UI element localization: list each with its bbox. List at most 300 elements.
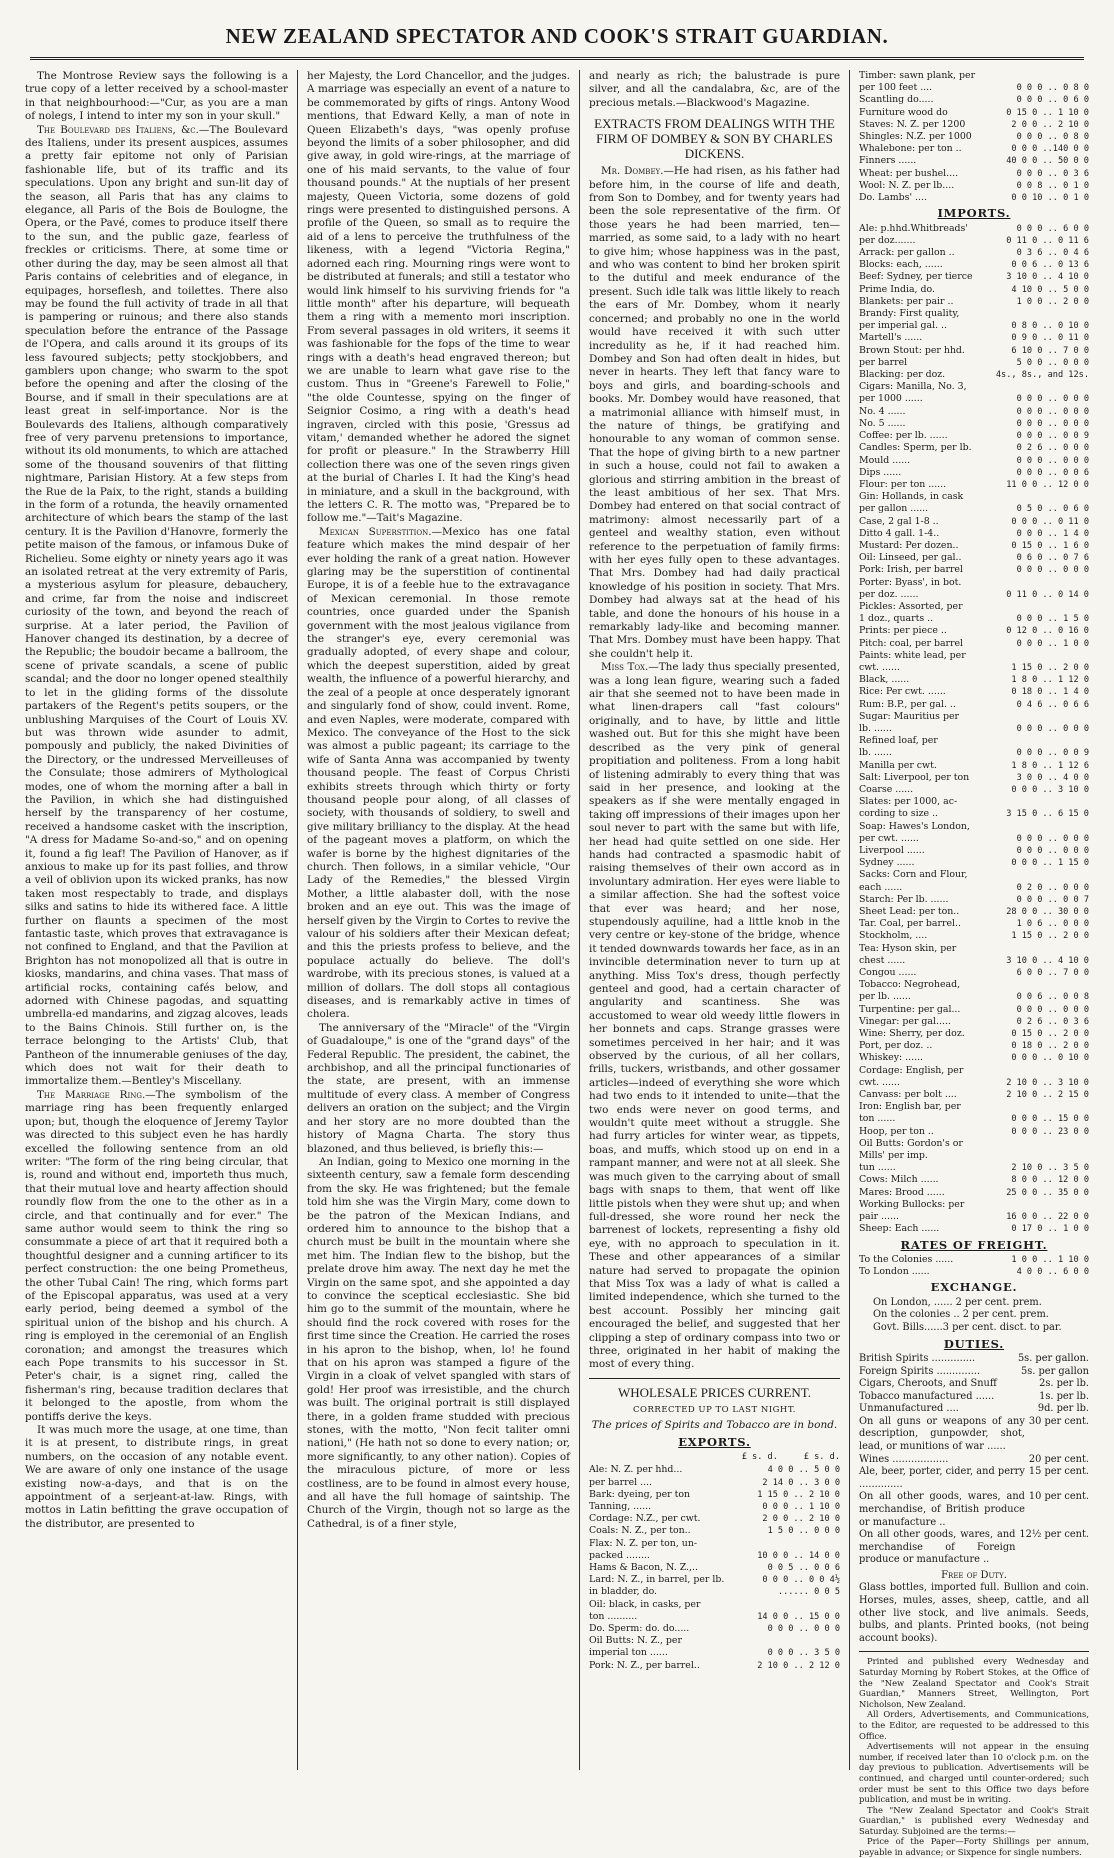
import-price-row — [859, 271, 1089, 283]
price-item-value: 28 0 0 .. 30 0 0 — [1006, 907, 1089, 918]
import-price-row — [859, 491, 1089, 503]
price-item-label: Cows: Milch ...... — [859, 1174, 939, 1186]
price-item-value: 0 0 0 .. 0 0 0 — [767, 1624, 840, 1635]
import-price-row — [859, 967, 1089, 979]
price-item-label: Dips ...... — [859, 466, 902, 478]
import-price-row — [859, 345, 1089, 357]
price-item-value: 0 0 5 .. 0 0 6 — [767, 1563, 840, 1574]
exports-table — [589, 1464, 840, 1671]
export-price-row — [589, 1538, 840, 1550]
price-item-label: Lard: N. Z., in barrel, per lb. — [589, 1574, 725, 1586]
article-body: The Boulevard des Italiens, under its present auspices, assumes a pretty fair epitome not only of Parisian fashionable life, but of its traffic and its speculations. Upon any bright and sun-lit day of the season, all Paris that has any claims to elegance, all Paris of the Bois de Boulogne, the Opera, or the Pavé, comes to produce itself there to the sun, and the public gaze, fearless of freckles or criticisms. There, at some time or other during the day, may be seen almost all that Paris contains of celebrities and of elegance, in equipages, horseflesh, and toilettes. There also may be found the full activity of trade in all that is pampering or ruinous; and there also stands speculation before the entrance of the Passage de l'Opera, and calls around it its groups of its less favoured subjects; petty stockjobbers, and gamblers upon change; who swarm to the spot before the opening and after the closing of the Bourse, and if small in their speculations are at least great in self-importance. Nor is the Boulevards des Italiens, although comparatively free of very parvenu pretensions to importance, without its old monuments, to which are attached some of the thousand souvenirs of that flitting nightmare, Parisian History. At a few steps from the Rue de la Paix, to the right, stands a building in the form of a rotunda, the heavily ornamented architecture of which bears the stamp of the last century. It is the Pavilion d'Hanovre, formerly the petite maison of the famous, or infamous Duke of Richelieu. Some eighty or ninety years ago it was an isolated retreat at the very extremity of Paris, a mysterious asylum for pleasure, debauchery, and crime, far from the noise and indiscreet curiosity of the town, and beyond the reach of surprise. At a later period, the Pavilion of Hanover changed its destination, by a decree of the Republic; the boudoir became a ballroom, the scene of private scandals, a scene of public scandal; and the door no longer opened stealthily to let in the gliding forms of the dissolute partakers of the Regent's petits soupers, or the unblushing Marquises of the Court of Louis XV. but was thrown wide asunder to admit, pompously and publicly, the naked Divinities of the Directory, or the undressed Merveilleuses of the Consulate; those admirers of Mythological modes, one of whom the morning after a ball in the Pavilion, in which she had distinguished herself by the transparency of her costume, received a handsome casket with the inscription, "A dress for Madame So-and-so," and on opening it, found a fig leaf! The Pavilion of Hanover, as if anxious to make up for its past follies, and throw a veil of oblivion upon its wicked pranks, has now taken most respectably to trade, and displays silks and satins to hide its withered face. A little further on flaunts a specimen of the most fantastic taste, which proves that extravagance is not confined to England, and that the Pavilion at Brighton has not monopolized all that is outre in kiosks, mandarins, and china vases. That mass of artificial rocks, containing cafés below, and adorned with Chinese pagodas, and squatting umbrella-ed mandarins, and zigzag alcoves, leads to the Bains Chinois. Still further on, is the terrace belonging to the Artists' Club, that Pantheon of the innumerable geniuses of the day, which does not wait for their death to immortalize them.—Bentley's Miscellany. — [25, 123, 288, 1088]
import-price-row — [859, 991, 1089, 1003]
price-item-value: 0 0 0 .. 0 0 0 — [1016, 565, 1089, 576]
price-item-value: 0 12 0 .. 0 16 0 — [1006, 626, 1089, 637]
price-item-label: lb. ...... — [859, 747, 892, 759]
price-item-label: Mould ...... — [859, 454, 911, 466]
article-lead: The Marriage Ring.— — [37, 1088, 156, 1101]
price-item-value: 1 15 0 .. 2 10 0 — [757, 1489, 840, 1500]
price-item-label: Sacks: Corn and Flour, — [859, 869, 968, 881]
price-item-value: 0 0 0 .. 0 0 0 — [1016, 833, 1089, 844]
price-item-label: Starch: Per lb. ...... — [859, 893, 949, 905]
price-item-label: Ale: N. Z. per hhd... — [589, 1464, 683, 1476]
price-item-value: 6 10 0 .. 7 0 0 — [1011, 345, 1089, 356]
duty-label: On all other goods, wares, and merchandise, of British produce or manufacture .. — [859, 1491, 1025, 1528]
price-item-value — [996, 1065, 1089, 1077]
price-item-value — [996, 869, 1089, 881]
imports-table — [859, 223, 1089, 1236]
price-item-value: 0 15 0 .. 2 0 0 — [1011, 1029, 1089, 1040]
export-price-row — [859, 94, 1089, 106]
price-item-label: Sugar: Mauritius per — [859, 710, 960, 722]
price-item-label: Oil: Linseed, per gal.. — [859, 552, 962, 564]
price-item-value: 0 15 0 .. 1 6 0 — [1011, 540, 1089, 551]
price-item-label: Vinegar: per gal..... — [859, 1015, 951, 1027]
import-price-row — [859, 320, 1089, 332]
price-item-label: Pork: N. Z., per barrel.. — [589, 1659, 700, 1671]
export-price-row — [859, 131, 1089, 143]
price-item-value — [996, 1101, 1089, 1113]
price-item-value: 0 0 0 .. 1 15 0 — [1011, 858, 1089, 869]
duty-rate: 5s. per gallon. — [1017, 1352, 1089, 1364]
import-price-row — [859, 589, 1089, 601]
article-paragraph: The Montrose Review says the following is a true copy of a letter received by a school-master in that neighbourhood:—"Cur, as you are a man of nolegs, I intend to inter my son in your skull." — [25, 70, 288, 123]
duty-label: Ale, beer, porter, cider, and perry .............. — [859, 1466, 1025, 1490]
price-item-label: ton ...... — [859, 1113, 896, 1125]
price-item-value: 1 0 6 .. 0 0 0 — [1016, 919, 1089, 930]
price-item-value — [996, 308, 1089, 320]
import-price-row — [859, 662, 1089, 674]
article-paragraph: and nearly as rich; the balustrade is pure silver, and all the candalabra, &c, are of the precious metals.—Blackwood's Magazine. — [589, 70, 840, 109]
export-price-row — [859, 180, 1089, 192]
duties-list — [859, 1353, 1089, 1567]
divider — [589, 1378, 840, 1379]
export-price-row — [589, 1501, 840, 1513]
import-price-row — [859, 918, 1089, 930]
price-item-value: 0 0 0 .. 0 0 0 — [1016, 406, 1089, 417]
article-lead: Miss Tox.— — [601, 661, 659, 674]
price-item-value — [996, 650, 1089, 662]
price-item-value: 0 0 0 .. 0 0 0 — [1016, 418, 1089, 429]
notice-paragraph: The "New Zealand Spectator and Cook's Strait Guardian," is published every Wednesday and Saturday. Subjoined are the terms:— — [859, 1804, 1089, 1836]
price-item-label: Oil Butts: Gordon's or — [859, 1137, 963, 1149]
duty-row — [859, 1378, 1089, 1391]
price-item-value: 0 2 6 .. 0 0 0 — [1016, 443, 1089, 454]
exchange-title: EXCHANGE. — [930, 1280, 1018, 1295]
price-item-label: To the Colonies ...... — [859, 1253, 954, 1265]
price-item-value: 0 0 0 .. 1 0 0 — [1016, 638, 1089, 649]
import-price-row — [859, 601, 1089, 613]
price-item-value: 0 0 0 .. 0 0 4½ — [762, 1575, 840, 1586]
import-price-row — [859, 1089, 1089, 1101]
price-item-value: 0 0 0 .. 1 5 0 — [1016, 614, 1089, 625]
price-item-label: 1 doz., quarts .. — [859, 613, 934, 625]
duty-label: On all guns or weapons of any description, gunpowder, shot, lead, or munitions of war ...... — [859, 1415, 1025, 1453]
freight-title: RATES OF FREIGHT. — [900, 1237, 1048, 1252]
price-item-label: Wheat: per bushel.... — [859, 167, 959, 179]
price-item-label: Finners ...... — [859, 155, 917, 167]
price-item-label: No. 4 ...... — [859, 405, 906, 417]
import-price-row — [859, 625, 1089, 637]
price-item-value: 0 0 0 .. 6 0 0 — [1016, 223, 1089, 234]
freight-rate-row — [859, 1254, 1089, 1266]
price-item-value: 2 10 0 .. 2 12 0 — [757, 1660, 840, 1671]
price-item-label: Martell's ...... — [859, 332, 923, 344]
price-item-label: Whiskey: ...... — [859, 1052, 924, 1064]
price-item-label: Hams & Bacon, N. Z.,.. — [589, 1562, 698, 1574]
price-item-label: cording to size .. — [859, 808, 939, 820]
export-price-row — [859, 107, 1089, 119]
price-item-label: Coarse ...... — [859, 783, 914, 795]
price-item-label: Sydney ...... — [859, 857, 915, 869]
price-item-value: 0 0 0 .. 0 3 6 — [1016, 168, 1089, 179]
article-paragraph: It was much more the usage, at one time, than it is at present, to distribute rings, in great numbers, on the occasion of any notable event. We are aware of only one instance of the usage existing now-a-days, and that is on the appointment of a serjeant-at-law. Rings, with mottos in Latin befitting the grave occupation of the distributor, are presented to — [25, 1424, 288, 1530]
export-price-row — [859, 155, 1089, 167]
price-item-label: Soap: Hawes's London, — [859, 820, 970, 832]
notice-paragraph: Advertisements will not appear in the ensuing number, if received later than 10 o'clock p.m. on the day previous to publication. Advertisements will be continued, and charged until counter-ordered; such order must be sent to this Office two days before publication, and must be in writing. — [859, 1741, 1089, 1805]
price-item-value: 1 15 0 .. 2 0 0 — [1011, 931, 1089, 942]
price-item-label: Blacking: per doz. — [859, 369, 946, 381]
price-item-label: imperial ton ...... — [589, 1647, 668, 1659]
export-price-row — [589, 1525, 840, 1537]
article-paragraph — [589, 165, 840, 661]
price-item-value: 0 0 0 .. 0 0 7 — [1016, 894, 1089, 905]
price-item-value: 0 0 6 .. 0 0 8 — [1016, 992, 1089, 1003]
price-item-value: 0 0 0 .. 3 10 0 — [1011, 784, 1089, 795]
article-paragraph — [589, 661, 840, 1372]
price-item-value: 0 0 0 .. 0 0 0 — [1016, 723, 1089, 734]
duty-label: Wines .................. — [859, 1453, 949, 1465]
price-item-label: Rum: B.P., per gal. .. — [859, 698, 956, 710]
price-item-label: Coals: N. Z., per ton.. — [589, 1525, 691, 1537]
price-item-label: ton .......... — [589, 1610, 638, 1622]
price-item-value — [996, 491, 1089, 503]
article-lead: Mr. Dombey.— — [601, 165, 674, 178]
price-item-value — [996, 1199, 1089, 1211]
price-item-value: 0 18 0 .. 1 4 0 — [1011, 687, 1089, 698]
price-item-value — [996, 943, 1089, 955]
export-price-row — [589, 1623, 840, 1635]
export-price-row — [589, 1477, 840, 1489]
duty-rate: 15 per cent. — [1028, 1466, 1089, 1478]
duty-row — [859, 1366, 1089, 1379]
import-price-row — [859, 381, 1089, 393]
duty-label: Unmanufactured .... — [859, 1403, 959, 1415]
price-item-label: Slates: per 1000, ac- — [859, 796, 958, 808]
price-item-label: Furniture wood do — [859, 106, 948, 118]
price-item-value: 1 0 0 .. 2 0 0 — [1016, 296, 1089, 307]
price-item-value: 5 0 0 .. 0 0 0 — [1016, 357, 1089, 368]
import-price-row — [859, 1113, 1089, 1125]
duty-rate: 10 per cent. — [1028, 1491, 1089, 1503]
import-price-row — [859, 833, 1089, 845]
import-price-row — [859, 1138, 1089, 1150]
price-item-label: per 1000 ...... — [859, 393, 923, 405]
price-item-label: Ale: p.hhd.Whitbreads' — [859, 222, 968, 234]
price-item-value: 4 10 0 .. 5 0 0 — [1011, 284, 1089, 295]
import-price-row — [859, 418, 1089, 430]
notice-paragraph: Price of the Paper—Forty Shillings per annum, payable in advance; or Sixpence for single numbers. — [859, 1836, 1089, 1858]
import-price-row — [859, 808, 1089, 820]
price-item-label: Mares: Brood ...... — [859, 1186, 945, 1198]
duty-row — [859, 1353, 1089, 1366]
price-item-value: 0 0 0 .. 0 8 0 — [1016, 132, 1089, 143]
import-price-row — [859, 223, 1089, 235]
price-item-value: 0 0 0 ..140 0 0 — [1011, 144, 1089, 155]
exchange-rate: On the colonies .. 2 per cent. prem. — [873, 1309, 1049, 1321]
import-price-row — [859, 235, 1089, 247]
import-price-row — [859, 284, 1089, 296]
import-price-row — [859, 540, 1089, 552]
price-item-value: 0 0 8 .. 0 1 0 — [1016, 180, 1089, 191]
price-item-label: Brown Stout: per hhd. — [859, 344, 965, 356]
import-price-row — [859, 1199, 1089, 1211]
price-item-label: Candles: Sperm, per lb. — [859, 442, 972, 454]
price-item-value — [752, 1538, 840, 1550]
price-item-label: Timber: sawn plank, per — [859, 70, 976, 81]
export-price-row — [859, 143, 1089, 155]
duty-label: Cigars, Cheroots, and Snuff — [859, 1378, 997, 1390]
price-item-label: Stockholm, .... — [859, 930, 928, 942]
export-price-row — [589, 1513, 840, 1525]
import-price-row — [859, 1101, 1089, 1113]
price-item-value: 2 0 0 .. 2 10 0 — [1011, 119, 1089, 130]
price-item-label: cwt. ...... — [859, 1076, 900, 1088]
price-item-label: Sheet Lead: per ton.. — [859, 906, 960, 918]
duty-rate: 1s. per lb. — [1039, 1390, 1089, 1402]
price-item-label: Ditto 4 gall. 1-4.. — [859, 527, 940, 539]
price-item-label: Tanning, ...... — [589, 1501, 652, 1513]
import-price-row — [859, 296, 1089, 308]
export-price-row — [589, 1660, 840, 1672]
export-price-row — [589, 1611, 840, 1623]
price-item-value: 3 0 0 .. 4 0 0 — [1016, 772, 1089, 783]
price-item-value — [752, 1635, 840, 1647]
import-price-row — [859, 723, 1089, 735]
price-item-label: Pitch: coal, per barrel — [859, 637, 964, 649]
export-price-row — [589, 1489, 840, 1501]
price-item-value: 0 11 0 .. 0 11 6 — [1006, 235, 1089, 246]
price-item-label: To London ...... — [859, 1266, 930, 1278]
column-3 — [580, 70, 850, 1770]
price-item-value: 0 18 0 .. 2 0 0 — [1011, 1041, 1089, 1052]
import-price-row — [859, 906, 1089, 918]
import-price-row — [859, 1174, 1089, 1186]
price-item-label: per doz. ...... — [859, 588, 919, 600]
price-item-label: Manilla per cwt. — [859, 759, 937, 771]
price-item-value: 0 0 10 .. 0 1 0 — [1011, 193, 1089, 204]
column-1 — [16, 70, 298, 1770]
import-price-row — [859, 1077, 1089, 1089]
duty-rate: 20 per cent. — [1028, 1453, 1089, 1465]
price-item-value: 6 0 0 .. 7 0 0 — [1016, 968, 1089, 979]
import-price-row — [859, 1016, 1089, 1028]
duty-label: British Spirits .............. — [859, 1352, 976, 1364]
price-item-label: Sheep: Each ...... — [859, 1223, 940, 1235]
price-item-label: lb. ...... — [859, 722, 892, 734]
import-price-row — [859, 821, 1089, 833]
import-price-row — [859, 943, 1089, 955]
price-item-value: 0 0 0 .. 15 0 0 — [1011, 1114, 1089, 1125]
price-item-label: Whalebone: per ton .. — [859, 143, 962, 155]
import-price-row — [859, 259, 1089, 271]
price-item-value: 0 0 0 .. 0 0 0 — [1016, 846, 1089, 856]
import-price-row — [859, 674, 1089, 686]
price-item-label: in bladder, do. — [589, 1586, 658, 1598]
price-item-label: Iron: English bar, per — [859, 1101, 961, 1113]
import-price-row — [859, 247, 1089, 259]
price-item-value — [996, 796, 1089, 808]
exchange-rate: Govt. Bills......3 per cent. disct. to par. — [873, 1321, 1062, 1333]
import-price-row — [859, 516, 1089, 528]
price-item-label: Scantling do..... — [859, 94, 934, 106]
price-item-value: 0 0 0 .. 0 0 6 — [1016, 467, 1089, 478]
price-item-label: per gallon ...... — [859, 503, 929, 515]
price-item-value: 0 0 0 .. 0 0 0 — [1016, 394, 1089, 405]
price-item-value: 2 10 0 .. 3 10 0 — [1006, 1077, 1089, 1088]
duty-label: On all other goods, wares, and merchandise of Foreign produce or manufacture .. — [859, 1529, 1016, 1566]
price-item-value: 3 10 0 .. 4 10 0 — [1006, 272, 1089, 283]
import-price-row — [859, 1004, 1089, 1016]
price-item-value: 2 10 0 .. 2 15 0 — [1006, 1090, 1089, 1101]
import-price-row — [859, 1150, 1089, 1162]
price-item-label: Port, per doz. .. — [859, 1040, 933, 1052]
price-item-label: Do. Sperm: do. do..... — [589, 1623, 690, 1635]
price-item-value: 14 0 0 .. 15 0 0 — [757, 1611, 840, 1622]
duties-title: DUTIES. — [943, 1336, 1005, 1351]
price-item-value: 2 14 0 .. 3 0 0 — [762, 1477, 840, 1488]
price-item-label: cwt. ...... — [859, 661, 900, 673]
price-item-value: 16 0 0 .. 22 0 0 — [1006, 1212, 1089, 1223]
price-item-value: 11 0 0 .. 12 0 0 — [1006, 479, 1089, 490]
import-price-row — [859, 930, 1089, 942]
price-item-label: Porter: Byass', in bot. — [859, 576, 962, 588]
prices-note: The prices of Spirits and Tobacco are in bond. — [591, 1419, 838, 1432]
price-item-value: 0 6 0 .. 0 7 6 — [1016, 553, 1089, 564]
price-item-value: 4s., 8s., and 12s. — [995, 370, 1089, 381]
price-item-label: per barrel .... — [589, 1476, 653, 1488]
price-item-label: Canvass: per bolt .... — [859, 1089, 957, 1101]
import-price-row — [859, 784, 1089, 796]
price-item-label: Gin: Hollands, in cask — [859, 491, 964, 503]
import-price-row — [859, 845, 1089, 857]
price-item-value: 0 0 0 .. 23 0 0 — [1011, 1126, 1089, 1137]
article-body: The symbolism of the marriage ring has been frequently enlarged upon; but, though the eloquence of Jeremy Taylor was directed to this subject even he has hardly excelled the following sentence from an old writer: "The form of the ring being circular, that is, round and without end, importeth thus much, that their mutual love and hearty affection should roundly flow from the one to the other as in a circle, and that continually and for ever." The same author would seem to think the ring so consummate a piece of art that it required both a thoughtful designer and a cunning artificer to its perfect construction: the one being Prometheus, the other Tubal Cain! The ring, which forms part of the Episcopal apparatus, was used at a very early period, being deemed a symbol of the spiritual union of the bishop and his church. A ring is employed in the ceremonial of an English coronation; and amongst the treasures which each Pope transmits to his successor in St. Peter's chair, is a signet ring, called the fisherman's ring, because tradition declares that it belonged to the apostle, from whom the pontiffs derive the keys. — [25, 1088, 288, 1423]
duty-row — [859, 1529, 1089, 1567]
price-item-label: Cigars: Manilla, No. 3, — [859, 381, 967, 393]
price-item-label: Mills' per imp. — [859, 1150, 928, 1162]
price-item-label: per barrel — [859, 356, 908, 368]
price-item-value: 25 0 0 .. 35 0 0 — [1006, 1187, 1089, 1198]
price-item-label: Pickles: Assorted, per — [859, 600, 963, 612]
duty-row — [859, 1403, 1089, 1416]
price-item-label: packed ........ — [589, 1549, 650, 1561]
export-price-row — [589, 1586, 840, 1598]
price-item-value — [996, 577, 1089, 589]
price-item-label: Oil Butts: N. Z., per — [589, 1635, 682, 1647]
price-item-label: Blankets: per pair .. — [859, 295, 954, 307]
duty-row — [859, 1454, 1089, 1467]
imports-title: IMPORTS. — [937, 206, 1011, 221]
freight-rate-row — [859, 1266, 1089, 1278]
exchange-rate: On London, ...... 2 per cent. prem. — [873, 1296, 1042, 1308]
price-item-value: 0 0 0 .. 0 0 0 — [1016, 1004, 1089, 1015]
import-price-row — [859, 650, 1089, 662]
price-item-value: 10 0 0 .. 14 0 0 — [757, 1550, 840, 1561]
price-item-value: 0 15 0 .. 1 10 0 — [1006, 107, 1089, 118]
price-item-value: 4 0 0 .. 5 0 0 — [767, 1465, 840, 1476]
price-item-label: pair ...... — [859, 1211, 899, 1223]
article-body: The lady thus specially presented, was a long lean figure, wearing such a faded air that she seemed not to have been made in what linen-drapers call "fast colours" originally, and to have, by little and little washed out. But for this she might have been described as the very pink of general propitiation and politeness. From a long habit of listening admirably to every thing that was said in her presence, and looking at the speakers as if she were mentally engaged in taking off impressions of their images upon her soul never to part with the same but with life, her head had quite settled on one side. Her hands had contracted a spasmodic habit of raising themselves of their own accord as in involuntary admiration. Her eyes were liable to a similar affection. She had the softest voice that ever was heard; and her nose, stupendously aquiline, had a little knob in the very centre or key-stone of the bridge, whence it tended downwards towards her face, as in an invincible determination never to turn up at anything. Miss Tox's dress, though perfectly genteel and good, had a certain character of angularity and scantiness. She was accustomed to wear old weedy little flowers in her bonnets and caps. Strange grasses were sometimes perceived in her hair; and it was observed by the curious, of all her collars, frills, tuckers, wristbands, and other gossamer articles—indeed of everything she wore which had two ends to it intended to unite—that the two ends were never on good terms, and wouldn't quite meet without a struggle. She had furry articles for winter wear, as tippets, boas, and muffs, which stood up on end in a rampant manner, and were not at all sleek. She was much given to the carrying about of small bags with snaps to them, that went off like little pistols when they were shut up; and when full-dressed, she wore round her neck the barrenest of lockets, representing a fishy old eye, with no approach to speculation in it. These and other appearances of a similar nature had served to propagate the opinion that Miss Tox was a lady of what is called a limited independence, which she turned to the best account. Possibly her mincing gait encouraged the belief, and suggested that her clipping a step of ordinary compass into two or three, originated in her habit of making the most of every thing. — [589, 661, 840, 1371]
import-price-row — [859, 735, 1089, 747]
price-item-value: 0 0 0 .. 0 11 0 — [1011, 516, 1089, 527]
price-item-label: Turpentine: per gal... — [859, 1003, 961, 1015]
price-item-label: Wool: N. Z. per lb.... — [859, 179, 955, 191]
duty-row — [859, 1491, 1089, 1529]
price-item-value: 0 8 0 .. 0 10 0 — [1011, 321, 1089, 332]
price-item-label: Do. Lambs' .... — [859, 192, 927, 204]
price-item-label: Refined loaf, per — [859, 735, 938, 747]
price-item-value: 0 5 0 .. 0 6 0 — [1016, 504, 1089, 515]
price-item-label: Bark: dyeing, per ton — [589, 1488, 691, 1500]
export-price-row — [859, 168, 1089, 180]
price-item-label: Hoop, per ton .. — [859, 1125, 934, 1137]
import-price-row — [859, 955, 1089, 967]
price-item-label: chest ...... — [859, 954, 906, 966]
import-price-row — [859, 613, 1089, 625]
price-item-label: Staves: N. Z. per 1200 — [859, 118, 966, 130]
duty-rate: 12½ per cent. — [1019, 1529, 1089, 1541]
column-4 — [850, 70, 1098, 1858]
price-item-value: 0 0 0 .. 0 10 0 — [1011, 1053, 1089, 1064]
price-item-value: 0 0 0 .. 1 10 0 — [762, 1502, 840, 1513]
price-item-value: 0 2 0 .. 0 0 0 — [1016, 882, 1089, 893]
price-item-value: 2 10 0 .. 3 5 0 — [1011, 1163, 1089, 1174]
price-item-value — [996, 1150, 1089, 1162]
duty-label: Tobacco manufactured ...... — [859, 1390, 995, 1402]
import-price-row — [859, 1126, 1089, 1138]
import-price-row — [859, 857, 1089, 869]
import-price-row — [859, 699, 1089, 711]
import-price-row — [859, 711, 1089, 723]
column-2 — [298, 70, 580, 1770]
prices-heading: WHOLESALE PRICES CURRENT. — [618, 1384, 811, 1400]
article-lead: The Boulevard des Italiens, &c.— — [37, 123, 210, 136]
export-price-row — [589, 1635, 840, 1647]
price-item-label: Cordage: N.Z., per cwt. — [589, 1513, 701, 1525]
export-price-row — [589, 1599, 840, 1611]
import-price-row — [859, 747, 1089, 759]
price-item-value — [996, 821, 1089, 833]
price-item-value — [996, 711, 1089, 723]
price-item-value: 0 0 0 .. 0 6 0 — [1016, 95, 1089, 106]
price-item-value: 0 3 6 .. 0 4 6 — [1016, 248, 1089, 259]
export-price-row — [589, 1647, 840, 1659]
price-item-value: 0 0 0 .. 3 5 0 — [767, 1648, 840, 1659]
import-price-row — [859, 638, 1089, 650]
price-item-label: Congou ...... — [859, 967, 917, 979]
import-price-row — [859, 528, 1089, 540]
price-item-label: Prints: per piece .. — [859, 625, 947, 637]
price-item-value: 1 5 0 .. 0 0 0 — [767, 1526, 840, 1537]
article-paragraph — [25, 124, 288, 1089]
price-item-label: Flax: N. Z. per ton, un- — [589, 1537, 698, 1549]
article-body: He had risen, as his father had before him, in the course of life and death, from Son to Dombey, and for twenty years had been the sole representative of the firm. Of those years he had been married, ten—married, as some said, to a lady with no heart to give him; whose happiness was in the past, and who was content to bind her broken spirit to the dutiful and meek endurance of the present. Such idle talk was little likely to reach the ears of Mr. Dombey, whom it nearly concerned; and probably no one in the world would have received it with such utter incredulity as he, if it had reached him. Dombey and Son had often dealt in hides, but never in hearts. They left that fancy ware to boys and girls, and boarding-schools and books. Mr. Dombey would have reasoned, that a matrimonial alliance with himself must, in the nature of things, be gratifying and honourable to any woman of common sense. That the hope of giving birth to a new partner in such a house, could not fail to awaken a glorious and stirring ambition in the breast of the least ambitious of her sex. That Mrs. Dombey had entered on that social contract of matrimony: almost necessarily part of a genteel and wealthy station, even without reference to the perpetuation of family firms: with her eyes fully open to these advantages. That Mrs. Dombey had had daily practical knowledge of his position in society. That Mrs. Dombey had always sat at the head of his table, and done the honours of his house in a remarkably lady-like and becoming manner. That Mrs. Dombey must have been happy. That she couldn't help it. — [589, 165, 840, 660]
import-price-row — [859, 467, 1089, 479]
price-item-value: 1 8 0 .. 1 12 6 — [1011, 760, 1089, 771]
import-price-row — [859, 369, 1089, 381]
price-item-value: 1 15 0 .. 2 0 0 — [1011, 662, 1089, 673]
